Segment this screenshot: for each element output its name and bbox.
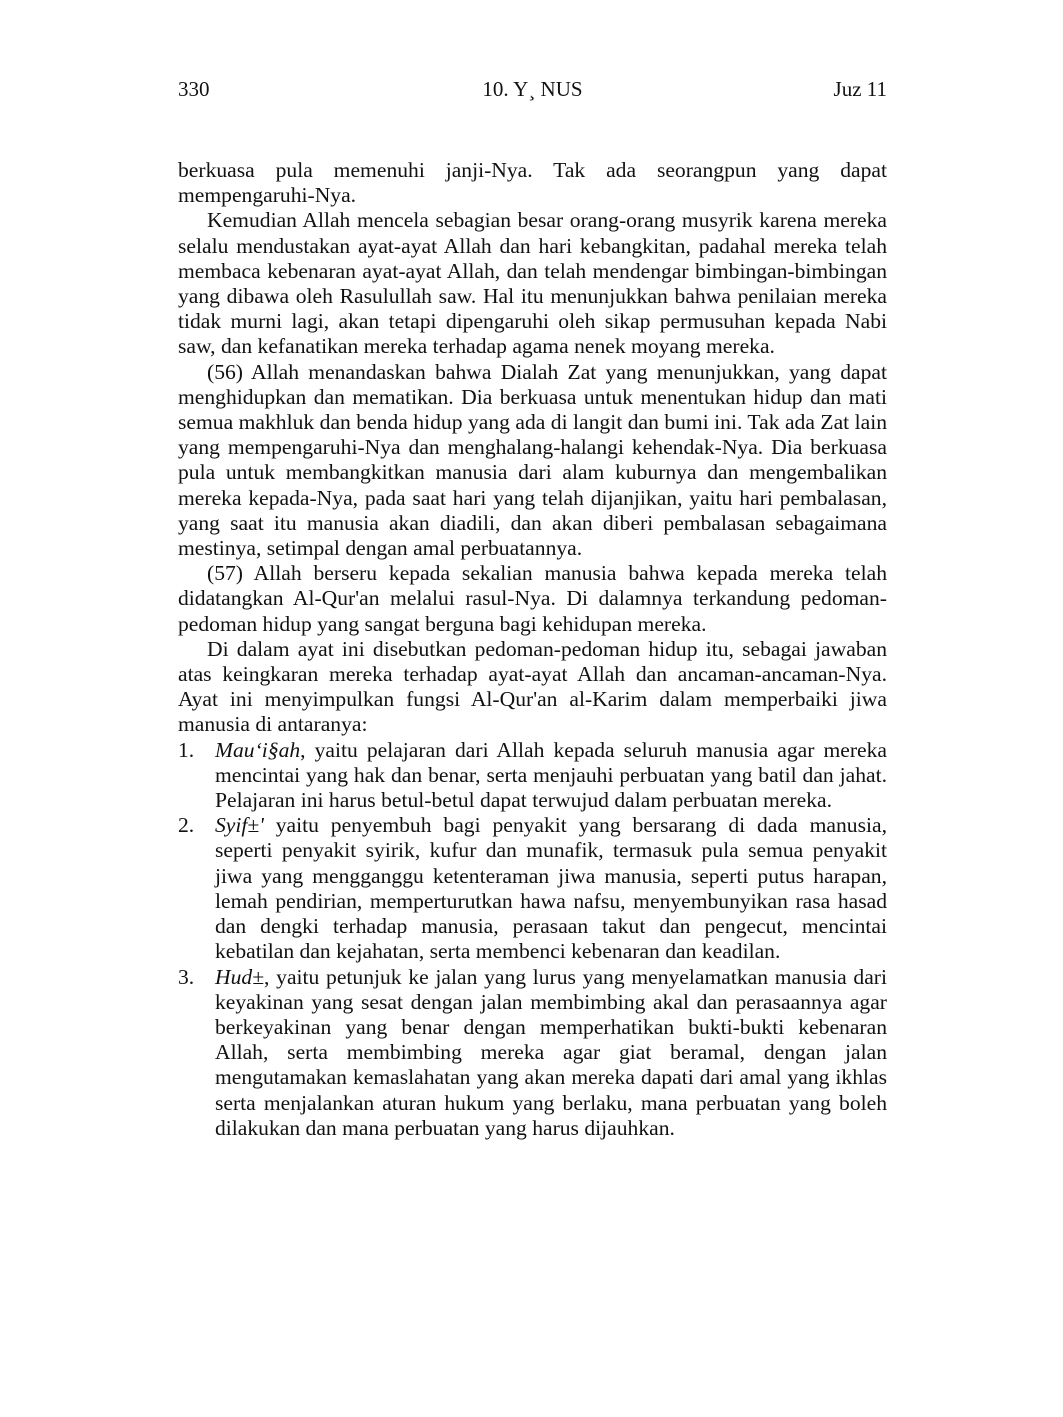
functions-list [178,738,887,1141]
list-number: 2. [178,813,195,838]
list-term: Mau‘i§ah [215,737,301,762]
list-text: , yaitu petunjuk ke jalan yang lurus yang menyelamatkan manusia dari keyakinan yang sesat dengan jalan membimbing akal dan perasaannya agar berkeyakinan yang benar dengan memperhatikan bukti-bukti kebenaran Allah, serta membimbing mereka agar giat beramal, dengan jalan mengutamakan kemaslahatan yang akan mereka dapati dari amal yang ikhlas serta menjalankan aturan hukum yang berlaku, mana perbuatan yang boleh dilakukan dan mana perbuatan yang harus dijauhkan. [215,964,887,1140]
list-item [178,738,887,814]
list-term: Syif±' [215,813,264,838]
list-number: 3. [178,964,195,989]
paragraph-functions-intro: Di dalam ayat ini disebutkan pedoman-pedoman hidup itu, sebagai jawaban atas keingkaran mereka terhadap ayat-ayat Allah dan ancaman-ancaman-Nya. Ayat ini menyimpulkan fungsi Al-Qur'an al-Karim dalam memperbaiki jiwa manusia di antaranya: [178,636,887,737]
list-text: , yaitu pelajaran dari Allah kepada seluruh manusia agar mereka mencintai yang hak dan benar, serta menjauhi perbuatan yang batil dan jahat. Pelajaran ini harus betul-betul dapat terwujud dalam perbuatan mereka. [215,737,887,813]
paragraph-verse-56: (56) Allah menandaskan bahwa Dialah Zat yang menunjukkan, yang dapat menghidupkan dan mematikan. Dia berkuasa untuk menentukan hidup dan mati semua makhluk dan benda hidup yang ada di langit dan bumi ini. Tak ada Zat lain yang mempengaruhi-Nya dan menghalang-halangi kehendak-Nya. Dia berkuasa pula untuk membangkitkan manusia dari alam kuburnya dan mengembalikan mereka kepada-Nya, pada saat hari yang telah dijanjikan, yaitu hari pembalasan, yang saat itu manusia akan diadili, dan akan diberi pembalasan sebagaimana mestinya, setimpal dengan amal perbuatannya. [178,359,887,561]
list-number: 1. [178,737,195,762]
paragraph-continuation: berkuasa pula memenuhi janji-Nya. Tak ada seorangpun yang dapat mempengaruhi-Nya. [178,158,887,208]
page-number: 330 [178,77,210,101]
list-item [178,813,887,964]
paragraph-verse-57: (57) Allah berseru kepada sekalian manusia bahwa kepada mereka telah didatangkan Al-Qur'an melalui rasul-Nya. Di dalamnya terkandung pedoman-pedoman hidup yang sangat berguna bagi kehidupan mereka. [178,561,887,636]
paragraph-musyrik: Kemudian Allah mencela sebagian besar orang-orang musyrik karena mereka selalu mendustakan ayat-ayat Allah dan hari kebangkitan, padahal mereka telah membaca kebenaran ayat-ayat Allah, dan telah mendengar bimbingan-bimbingan yang dibawa oleh Rasulullah saw. Hal itu menunjukkan bahwa penilaian mereka tidak murni lagi, akan tetapi dipengaruhi oleh sikap permusuhan kepada Nabi saw, dan kefanatikan mereka terhadap agama nenek moyang mereka. [178,208,887,359]
list-text: yaitu penyembuh bagi penyakit yang bersarang di dada manusia, seperti penyakit syirik, kufur dan munafik, termasuk pula semua penyakit jiwa yang mengganggu ketenteraman jiwa manusia, seperti putus harapan, lemah pendirian, memperturutkan hawa nafsu, menyembunyikan rasa hasad dan dengki terhadap manusia, perasaan takut dan pengecut, mencintai kebatilan dan kejahatan, serta membenci kebenaran dan keadilan. [215,813,887,964]
juz-label: Juz 11 [833,77,887,101]
chapter-title: 10. Y¸ NUS [482,77,583,101]
list-term: Hud± [215,964,265,989]
page-content [178,158,887,1141]
page-header [178,76,887,102]
list-item [178,965,887,1141]
